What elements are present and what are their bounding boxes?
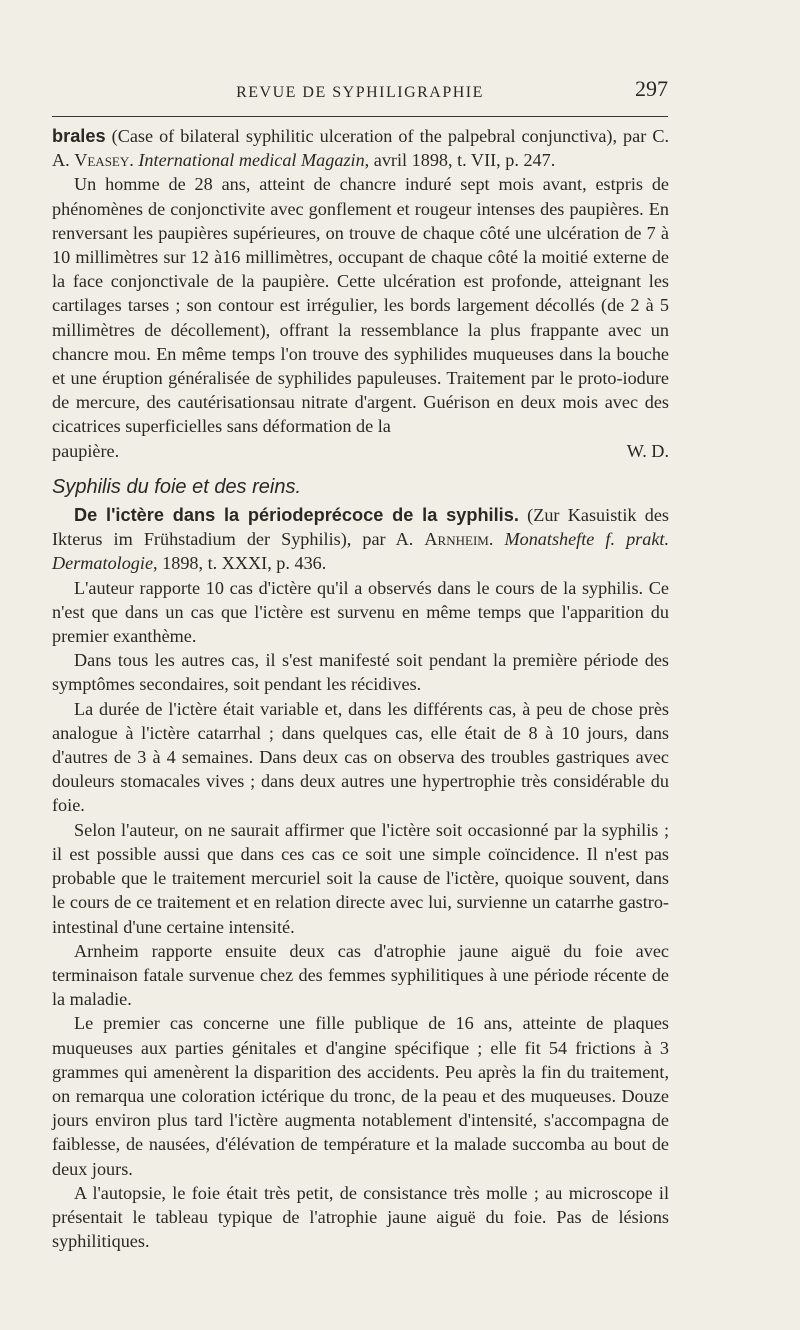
author-name: Arnheim. [424,529,494,550]
page-number: 297 [635,76,668,101]
article-title: De l'ictère dans la périodeprécoce de la syphilis. [74,505,519,526]
article-citation [52,124,669,172]
article-closing-line [52,439,669,463]
section-heading: Syphilis du foie et des reins. [52,475,302,498]
article-citation [52,503,669,576]
citation-text: (Case of bilateral syphilitic ulceration of the palpebral conjunctiva), par C. A. [52,126,669,171]
author-name: Veasey. [74,150,134,171]
article-arnheim [52,503,669,1253]
article-title-end: brales [52,126,106,146]
citation-details: , 1898, t. XXXI, p. 436. [153,553,327,574]
article-veasey [52,124,669,463]
paragraph: Le premier cas concerne une fille publique de 16 ans, atteinte de plaques muqueuses aux parties génitales et d'angine spécifique ; elle fit 54 frictions à 3 grammes qui amenèrent la disparition des accidents. Peu après la fin du traitement, on remarqua une coloration ictérique du tronc, de la peau et des muqueuses. Douze jours environ plus tard l'ictère augmenta notablement d'intensité, s'accompagna de faiblesse, de nausées, d'élévation de température et la malade succomba au bout de deux jours. [52,1013,669,1179]
paragraph: A l'autopsie, le foie était très petit, de consistance très molle ; au microscope il présentait le tableau typique de l'atrophie jaune aiguë du foie. Pas de lésions syphilitiques. [52,1182,669,1252]
page-content [52,124,669,1253]
paragraph: L'auteur rapporte 10 cas d'ictère qu'il a observés dans le cours de la syphilis. Ce n'est que dans un cas que l'ictère est survenu en même temps que l'apparition du premier exanthème. [52,577,669,647]
journal-name: Monatshefte f. prakt. Dermatologie [52,529,670,574]
running-title: REVUE DE SYPHILIGRAPHIE [236,84,484,101]
paragraph: Arnheim rapporte ensuite deux cas d'atrophie jaune aiguë du foie avec terminaison fatale survenue chez des femmes syphilitiques à une période récente de la maladie. [52,940,669,1010]
article-body: Un homme de 28 ans, atteint de chancre induré sept mois avant, estpris de phénomènes de conjonctivite avec gonflement et rougeur intenses des paupières. En renversant les paupières supérieures, on trouve de chaque côté une ulcération de 7 à 10 millimètres sur 12 à16 millimètres, occupant de chaque côté la moitié externe de la face conjonctivale de la paupière. Cette ulcération est profonde, atteignant les cartilages tarses ; son contour est irrégulier, les bords largement décollés (de 2 à 5 millimètres de décollement), offrant la ressemblance la plus frappante avec un chancre mou. En même temps l'on trouve des syphilides muqueuses dans la bouche et une éruption généralisée de syphilides papuleuses. Traitement par le proto-iodure de mercure, des cautérisationsau nitrate d'argent. Guérison en deux mois avec des cicatrices superficielles sans déformation de la [52,174,669,437]
paragraph: Selon l'auteur, on ne saurait affirmer que l'ictère soit occasionné par la syphilis ; il est possible aussi que dans ces cas ce soit une simple coïncidence. Il n'est pas probable que le traitement mercuriel soit la cause de l'ictère, quoique souvent, dans le cours de ce traitement et en relation directe avec lui, survienne un catarrhe gastro-intestinal d'une certaine intensité. [52,819,669,937]
signature: W. D. [626,440,669,461]
journal-name: International medical Magazin [138,150,365,171]
header-rule [52,116,668,117]
closing-word: paupière. [52,440,120,461]
page-header [52,76,668,106]
paragraph: La durée de l'ictère était variable et, dans les différents cas, à peu de chose près analogue à l'ictère catarrhal ; dans quelques cas, elle était de 8 à 10 jours, dans d'autres de 3 à 4 semaines. Dans deux cas on observa des troubles gastriques avec douleurs stomacales vives ; dans deux autres une hypertrophie très considérable du foie. [52,698,669,816]
citation-details: , avril 1898, t. VII, p. 247. [364,150,556,171]
citation-text: (Zur Kasuistik des Ikterus im Frühstadium der Syphilis), par A. [52,505,669,550]
paragraph: Dans tous les autres cas, il s'est manifesté soit pendant la première période des symptômes secondaires, soit pendant les récidives. [52,650,669,695]
